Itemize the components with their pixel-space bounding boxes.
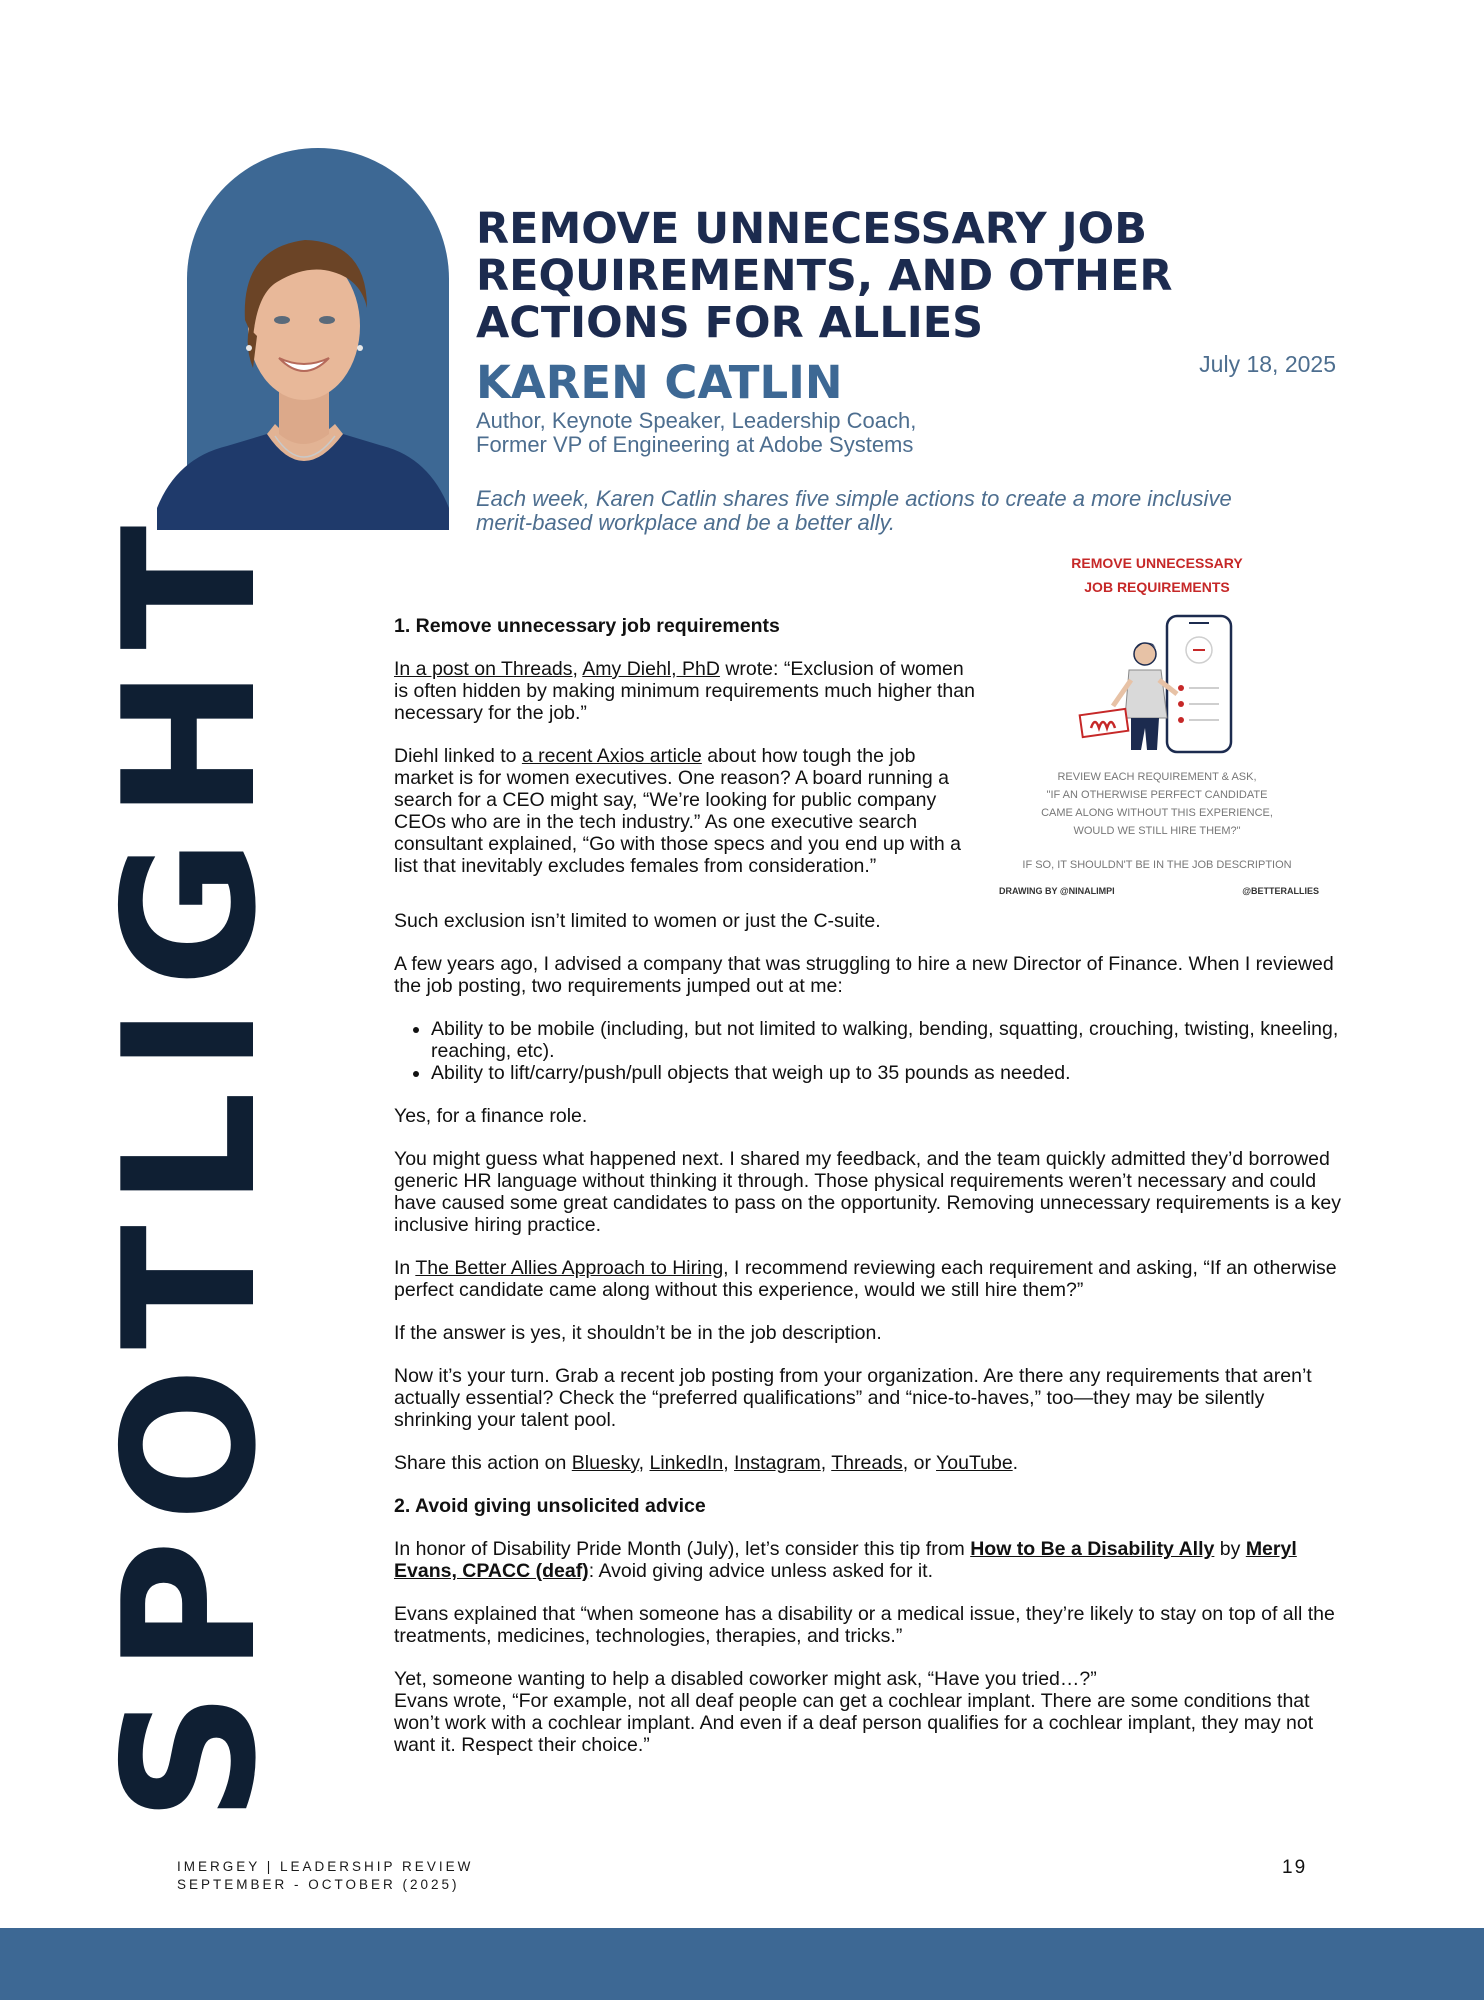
paragraph: Such exclusion isn’t limited to women or just the C-suite.	[394, 910, 881, 932]
intro-text	[476, 487, 1356, 535]
list-item: • Ability to lift/carry/push/pull objects that weigh up to 35 pounds as needed.	[431, 1062, 1344, 1084]
paragraph: Yes, for a finance role.	[394, 1105, 588, 1127]
illustration-title: JOB REQUIREMENTS	[1084, 579, 1230, 595]
paragraph	[394, 1538, 1344, 1582]
title-line: ACTIONS FOR ALLIES	[476, 298, 984, 348]
paragraph: Now it’s your turn. Grab a recent job posting from your organization. Are there any requirements that aren’t actually essential? Check the “preferred qualifications” and “nice-to-haves,” too—they may be silently shrinking your talent pool.	[394, 1365, 1312, 1431]
text: Share this action on	[394, 1452, 572, 1474]
paragraph	[394, 658, 980, 724]
text: In	[394, 1257, 416, 1279]
text: : Avoid giving advice unless asked for it.	[588, 1560, 934, 1582]
list-item: • Ability to be mobile (including, but not limited to walking, bending, squatting, crouching, twisting, kneeling, reaching, etc).	[431, 1018, 1344, 1062]
text: In honor of Disability Pride Month (July), let’s consider this tip from	[394, 1538, 971, 1560]
publish-date: July 18, 2025	[1199, 351, 1336, 377]
illustration-title: REMOVE UNNECESSARY	[1071, 555, 1243, 571]
footer-line: IMERGEY | LEADERSHIP REVIEW	[177, 1859, 474, 1874]
text: about how tough the job market is for women executives. One reason? A board running a search for a CEO might say, “We’re looking for public company CEOs who are in the tech industry.” As one executive search consultant explained, “Go with those specs and you end up with a list that inevitably excludes females from consideration.”	[394, 745, 961, 877]
bottom-band	[0, 1928, 1484, 2000]
article-body	[394, 615, 1344, 1777]
paragraph: If the answer is yes, it shouldn’t be in the job description.	[394, 1322, 882, 1344]
better-allies-hiring-link[interactable]: The Better Allies Approach to Hiring	[415, 1257, 724, 1279]
axios-article-link[interactable]: a recent Axios article	[521, 745, 702, 767]
text: Diehl linked to	[394, 745, 522, 767]
text: , or	[902, 1452, 937, 1474]
disability-ally-book-link[interactable]: How to Be a Disability Ally	[970, 1538, 1215, 1560]
share-instagram-link[interactable]: Instagram	[734, 1452, 821, 1474]
section-2-heading: 2. Avoid giving unsolicited advice	[394, 1495, 706, 1517]
article-title	[476, 206, 1196, 347]
paragraph: You might guess what happened next. I shared my feedback, and the team quickly admitted they’d borrowed generic HR language without thinking it through. Those physical requirements weren’t necessary and could have caused some great candidates to pass on the opportunity. Removing unnecessary requirements is a key inclusive hiring practice.	[394, 1148, 1342, 1236]
paragraph: Evans explained that “when someone has a disability or a medical issue, they’re likely to stay on top of all the treatments, medicines, technologies, therapies, and tricks.”	[394, 1603, 1335, 1647]
intro-line: Each week, Karen Catlin shares five simple actions to create a more inclusive	[476, 486, 1232, 511]
title-line: REQUIREMENTS, AND OTHER	[476, 251, 1173, 301]
threads-post-link[interactable]: In a post on Threads	[394, 658, 573, 680]
illustration-caption: WOULD WE STILL HIRE THEM?"	[1073, 825, 1241, 837]
amy-diehl-link[interactable]: Amy Diehl, PhD	[582, 658, 720, 680]
intro-line: merit-based workplace and be a better ally.	[476, 510, 896, 535]
share-linkedin-link[interactable]: LinkedIn	[649, 1452, 724, 1474]
footer-line: SEPTEMBER - OCTOBER (2025)	[177, 1877, 460, 1892]
text: ,	[638, 1452, 650, 1474]
illustration-caption: CAME ALONG WITHOUT THIS EXPERIENCE,	[1041, 807, 1273, 819]
paragraph: A few years ago, I advised a company that was struggling to hire a new Director of Finance. When I reviewed the job posting, two requirements jumped out at me:	[394, 953, 1334, 997]
author-photo	[157, 208, 449, 530]
text: , I recommend reviewing each requirement and asking, “If an otherwise perfect candidate came along without this experience, would we still hire them?”	[394, 1257, 1337, 1301]
illustration-caption: REVIEW EACH REQUIREMENT & ASK,	[1057, 771, 1257, 783]
requirements-list	[394, 1018, 1344, 1084]
author-credentials	[476, 409, 1036, 457]
share-bluesky-link[interactable]: Bluesky	[571, 1452, 639, 1474]
paragraph	[394, 1668, 1344, 1756]
text: wrote: “Exclusion of women is often hidden by making minimum requirements much higher than necessary for the job.”	[394, 658, 975, 724]
author-portrait	[157, 148, 447, 530]
illustration-credit-left: DRAWING BY @NINALIMPI	[999, 886, 1115, 896]
illustration-caption: "IF AN OTHERWISE PERFECT CANDIDATE	[1046, 789, 1268, 801]
illustration-credit-right: @BETTERALLIES	[1242, 886, 1319, 896]
footer-publication	[177, 1858, 473, 1894]
paragraph	[394, 1257, 1344, 1301]
text: by	[1214, 1538, 1246, 1560]
text: ,	[572, 658, 583, 680]
meryl-evans-link[interactable]: Meryl Evans, CPACC (deaf)	[394, 1538, 1297, 1582]
spotlight-text: SPOTLIGHT	[84, 507, 296, 1823]
text: Evans wrote, “For example, not all deaf people can get a cochlear implant. There are some conditions that won’t work with a cochlear implant. And even if a deaf person qualifies for a cochlear implant, they may not want it. Respect their choice.”	[394, 1690, 1314, 1756]
text: ,	[820, 1452, 832, 1474]
section-1-heading: 1. Remove unnecessary job requirements	[394, 615, 780, 637]
illustration-caption-2: IF SO, IT SHOULDN'T BE IN THE JOB DESCRIPTION	[1022, 859, 1292, 871]
page-number: 19	[1282, 1857, 1308, 1878]
paragraph	[394, 745, 980, 877]
author-name: KAREN CATLIN	[476, 356, 843, 409]
share-youtube-link[interactable]: YouTube	[936, 1452, 1013, 1474]
text: Yet, someone wanting to help a disabled coworker might ask, “Have you tried…?”	[394, 1668, 1097, 1690]
credentials-line: Former VP of Engineering at Adobe Systems	[476, 432, 914, 457]
text: .	[1012, 1452, 1019, 1474]
share-threads-link[interactable]: Threads	[831, 1452, 903, 1474]
credentials-line: Author, Keynote Speaker, Leadership Coach,	[476, 408, 917, 433]
share-line	[394, 1452, 1344, 1474]
title-line: REMOVE UNNECESSARY JOB	[476, 204, 1147, 254]
text: ,	[723, 1452, 735, 1474]
